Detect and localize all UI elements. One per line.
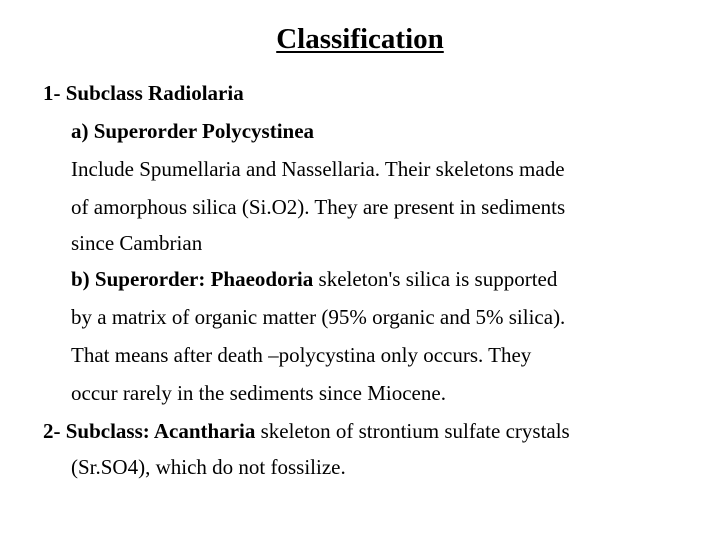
superorder-b-desc-line-4: occur rarely in the sediments since Miocene. (71, 381, 446, 405)
subclass-2-line-1 (43, 417, 570, 445)
page-title: Classification (276, 23, 444, 55)
superorder-a-desc-line-1: Include Spumellaria and Nassellaria. Their skeletons made (71, 157, 565, 181)
superorder-a-desc-line-2: of amorphous silica (Si.O2). They are present in sediments (71, 195, 566, 219)
superorder-b-line-1 (71, 265, 557, 293)
subclass-2-name: Acantharia (153, 419, 256, 443)
superorder-a-desc-line-3: since Cambrian (71, 231, 203, 255)
superorder-a-heading: a) Superorder Polycystinea (71, 119, 315, 143)
subclass-1-heading: 1- Subclass Radiolaria (43, 81, 244, 105)
superorder-b-label: b) Superorder: (71, 267, 211, 291)
subclass-2-label: 2- Subclass: (43, 419, 154, 443)
superorder-b-desc-line-1: skeleton's silica is supported (313, 267, 558, 291)
superorder-b-desc-line-2: by a matrix of organic matter (95% organic and 5% silica). (71, 305, 566, 329)
superorder-b-name: Phaeodoria (210, 267, 314, 291)
subclass-2-desc-line-1: skeleton of strontium sulfate crystals (255, 419, 570, 443)
superorder-b-desc-line-3: That means after death –polycystina only occurs. They (71, 343, 532, 367)
subclass-2-desc-line-2: (Sr.SO4), which do not fossilize. (71, 455, 346, 479)
